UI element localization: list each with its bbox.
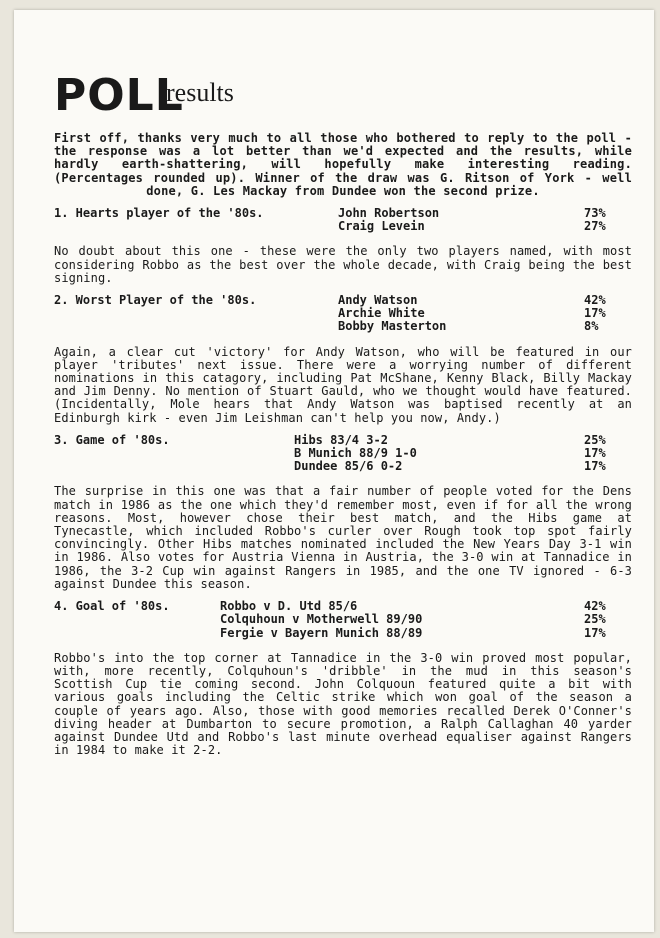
answer-name: Hibs 83/4 3-2 bbox=[294, 432, 388, 447]
answer-percent: 73% bbox=[584, 206, 606, 221]
answer-list bbox=[294, 434, 632, 474]
question-comment: The surprise in this one was that a fair number of people voted for the Dens match in 1986 as the one which they'd remember most, even if for all the wrong reasons. Most, however chose their best match, and the Hibs game at Tynecastle, which included Robbo's curler over Rough took top spot fairly convincingly. Other Hibs matches nominated included the New Years Day 3-1 win in 1986. Also votes for Austria Vienna in Austria, the 3-0 win at Tannadice in 1986, the 3-2 Cup win against Rangers in 1985, and the one TV ignored - 6-3 against Dundee this season. bbox=[54, 484, 632, 591]
question-title: 2. Worst Player of the '80s. bbox=[54, 293, 257, 308]
answer-row bbox=[338, 220, 632, 233]
answer-row bbox=[294, 460, 632, 473]
answer-list bbox=[220, 600, 632, 640]
answer-row bbox=[338, 320, 632, 333]
poll-article bbox=[54, 70, 632, 758]
article-heading bbox=[54, 70, 632, 124]
heading-results: results bbox=[166, 78, 234, 107]
answer-list bbox=[324, 207, 632, 233]
question-title: 3. Game of '80s. bbox=[54, 432, 170, 447]
answer-row bbox=[220, 613, 632, 626]
answer-percent: 17% bbox=[584, 459, 606, 474]
question-comment: No doubt about this one - these were the only two players named, with most considering Robbo as the best over the whole decade, with Craig being the best signing. bbox=[54, 244, 632, 285]
answer-percent: 25% bbox=[584, 432, 606, 447]
question-1 bbox=[54, 207, 632, 233]
answer-percent: 42% bbox=[584, 599, 606, 614]
question-3 bbox=[54, 434, 632, 474]
answer-percent: 8% bbox=[584, 319, 599, 334]
magazine-page bbox=[14, 10, 654, 932]
answer-name: Robbo v D. Utd 85/6 bbox=[220, 599, 358, 614]
answer-percent: 27% bbox=[584, 219, 606, 234]
answer-name: John Robertson bbox=[338, 206, 440, 221]
answer-name: Bobby Masterton bbox=[338, 319, 447, 334]
question-2 bbox=[54, 294, 632, 334]
answer-list bbox=[324, 294, 632, 334]
answer-name: B Munich 88/9 1-0 bbox=[294, 446, 417, 461]
answer-percent: 17% bbox=[584, 625, 606, 640]
heading-poll: POLL bbox=[54, 70, 184, 121]
question-comment: Again, a clear cut 'victory' for Andy Watson, who will be featured in our player 'tributes' next issue. There were a worrying number of different nominations in this catagory, including Pat McShane, Kenny Black, Billy Mackay and Jim Denny. No mention of Stuart Gauld, who we thought would have featured. (Incidentally, Mole hears that Andy Watson was baptised recently at an Edinburgh kirk - even Jim Leishman can't help you now, Andy.) bbox=[54, 344, 632, 425]
intro-paragraph: First off, thanks very much to all those who bothered to reply to the poll - the response was a lot better than we'd expected and the results, while hardly earth-shattering, will hopefully make interesting reading. (Percentages rounded up). Winner of the draw was G. Ritson of York - well done, G. Les Mackay from Dundee won the second prize. bbox=[54, 131, 632, 198]
answer-name: Craig Levein bbox=[338, 219, 425, 234]
answer-name: Fergie v Bayern Munich 88/89 bbox=[220, 625, 423, 640]
answer-percent: 42% bbox=[584, 293, 606, 308]
answer-name: Dundee 85/6 0-2 bbox=[294, 459, 403, 474]
answer-percent: 17% bbox=[584, 306, 606, 321]
answer-percent: 17% bbox=[584, 446, 606, 461]
answer-row bbox=[220, 627, 632, 640]
question-comment: Robbo's into the top corner at Tannadice in the 3-0 win proved most popular, with, more recently, Colquhoun's 'dribble' in the mud in this season's Scottish Cup tie coming second. John Colquoun featured quite a bit with various goals including the Celtic strike which won goal of the season a couple of years ago. Also, those with good memories recalled Derek O'Conner's diving header at Dumbarton to secure promotion, a Ralph Callaghan 40 yarder against Dundee Utd and Robbo's last minute overhead equaliser against Rangers in 1984 to make it 2-2. bbox=[54, 650, 632, 758]
answer-percent: 25% bbox=[584, 612, 606, 627]
answer-name: Andy Watson bbox=[338, 293, 418, 308]
answer-name: Colquhoun v Motherwell 89/90 bbox=[220, 612, 423, 627]
question-title: 4. Goal of '80s. bbox=[54, 599, 170, 614]
question-4 bbox=[54, 600, 632, 640]
answer-name: Archie White bbox=[338, 306, 425, 321]
question-title: 1. Hearts player of the '80s. bbox=[54, 206, 264, 221]
